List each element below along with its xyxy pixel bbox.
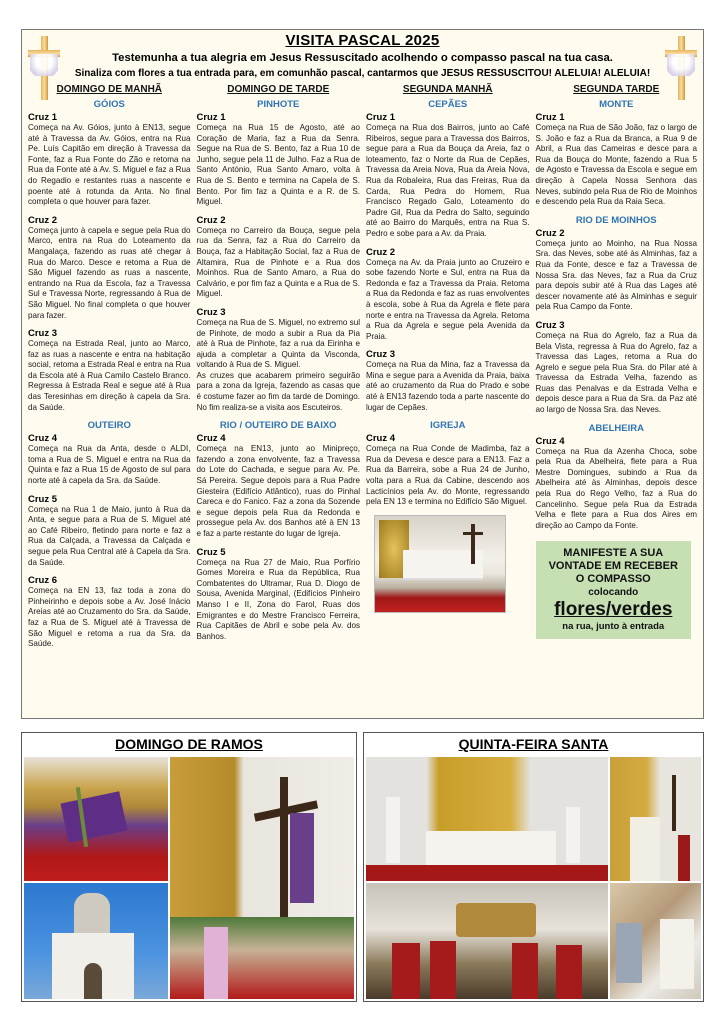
page-title: VISITA PASCAL 2025: [285, 32, 440, 49]
callout-line: na rua, junto à entrada: [562, 621, 665, 633]
cross-label: Cruz 2: [366, 246, 396, 258]
location-heading: OUTEIRO: [87, 420, 131, 432]
callout-highlight: flores/verdes: [554, 599, 673, 621]
cross-label: Cruz 1: [28, 112, 58, 123]
column-segunda-manha: [363, 84, 533, 657]
crucifix-interior-photo: [170, 757, 354, 999]
location-heading: RIO / OUTEIRO DE BAIXO: [219, 420, 337, 432]
route-text: Começa na Rua da Mina, faz a Travessa da Mina e segue para a Avenida da Praia, baixa até ao cruzamento da Rua do Prado e sobe até à EN13 fazendo toda a parte nascente do lugar de Cepães.: [366, 360, 530, 412]
priest-crucifix-photo: [610, 757, 701, 881]
route-text: Começa na Rua da Anta, desde o ALDI, toma a Rua de S. Miguel e entra na Rua da Quinta e faz a Rua 15 de Agosto de sul para norte até à capela da Sra. da Saúde.: [28, 444, 191, 486]
cross-label: Cruz 4: [366, 433, 396, 445]
callout-box: [536, 541, 692, 639]
subtitle: Testemunha a tua alegria em Jesus Ressuscitado acolhendo o compasso pascal na tua casa.: [112, 52, 613, 64]
altar-palms-photo: [24, 757, 168, 881]
cross-label: Cruz 2: [196, 214, 226, 226]
route-text: Começa na Av. Góios, junto à EN13, segue até à Travessa da Av. Góios, entra na Rua Pe. Luís Capitão em direção à Travessa da Fonte, faz a Rua Fonte do Zão e retoma na Rua da Fonte até à Av. S. Miguel e faz a Rua do Regadio e restantes ruas a nascente e poente até à rotunda da Anta. No final completa o que houver para fazer.: [28, 123, 191, 207]
cross-label: Cruz 4: [196, 433, 226, 445]
cross-label: Cruz 2: [535, 227, 565, 239]
route-text: Começa na Rua 1 de Maio, junto à Rua da Anta, e segue para a Rua de S. Miguel até ao Café Ribeiro, fletindo para norte e faz a Rua da Calçada, a Travessa da Calçada e segue pela Rua Central até à Capela da Sra. da Saúde.: [28, 504, 191, 567]
location-heading: MONTE: [599, 99, 634, 110]
cross-label: Cruz 3: [535, 319, 565, 331]
callout-line: colocando: [588, 587, 639, 599]
location-heading: IGREJA: [430, 420, 466, 432]
route-text: Começa na Estrada Real, junto ao Marco, faz as ruas a nascente e entra na habitação social, retoma a Estrada Real e entra na Rua da Escola até à Rua Camilo Castelo Branco. Regressa à Estrada Real e segue até à Rua das Teresinhas em direção à capela da Sra. da Saúde.: [28, 339, 191, 412]
route-text: Começa na Rua 15 de Agosto, até ao Coração de Maria, faz a Rua da Senra. Segue na Rua de S. Bento, faz a Rua 10 de Junho, segue pela 11 de Julho. Faz a Rua de Santo António, Rua Santo Amaro, volta à Rua de S. Bento e termina na Capela de S. Bento. Por fim faz a Quinta e a R. de S. Miguel.: [196, 123, 360, 207]
panel-title: QUINTA-FEIRA SANTA: [458, 736, 609, 752]
column-heading: SEGUNDA TARDE: [573, 84, 660, 95]
route-text: Começa na Rua de São João, faz o largo de S. João e faz a Rua da Branca, a Rua 9 de Abril, a Rua das Cameiras e desce para a Rua da Bouça do Monte, fazendo a Rua 5 de Agosto e Travessa da Escola e segue em direção à Capela Nossa Senhora das Neves, subindo pela Rua de Rio de Moinhos e descendo pela Rua da Raia Seca.: [535, 123, 697, 207]
route-text: Começa junto à capela e segue pela Rua do Marco, entra na Rua do Loteamento da Mangalaça, fazendo as ruas até chegar à Rua do Marco. Desce e retoma a Rua de São Miguel fazendo as ruas a nascente, entrando na Rua da Escola, faz a Travessa Sul e Travessa Norte, regressando à Rua de São Miguel. No final completa o que houver para fazer.: [28, 225, 191, 320]
mass-altar-photo: [366, 757, 608, 881]
route-text: Começa na EN13, junto ao Minipreço, fazendo a zona envolvente, faz a Travessa do Lote do Cachada, e segue para Av. Pe. Sá Pereira. Segue depois para a Rua Padre Giesteira (Edifício Atlântico), ruas do Pinhal Careca e do Fanico. Faz a zona da Sozende e segue depois pela Rua da Redonda e prossegue pela Av. dos Banhos até à EN 13 e faz a parte restante do lugar de Igreja.: [196, 444, 360, 538]
route-text: Começa na Av. da Praia junto ao Cruzeiro e sobe fazendo Norte e Sul, entra na Rua da Redonda e faz a Travessa da Praia. Retoma a Rua da Redonda e faz as ruas envolventes à escola, sobe à Rua da Agrela e flete para norte e entra na Travessa da Agrela. Retoma a Rua da Agrela e segue pela Avenida da Praia.: [366, 257, 530, 341]
cross-label: Cruz 2: [28, 214, 58, 226]
cross-label: Cruz 1: [196, 112, 226, 123]
location-heading: GÓIOS: [93, 99, 125, 110]
church-exterior-photo: [24, 883, 168, 999]
photo-panel-domingo-ramos: [21, 732, 357, 1002]
photo-panel-quinta-feira-santa: [363, 732, 704, 1002]
callout-line: O COMPASSO: [575, 573, 651, 586]
route-text: Começa junto ao Moinho, na Rua Nossa Sra. das Neves, sobe até às Alminhas, faz a Rua da Fonte, desce e faz a Travessa de Nossa Sra. das Neves, faz a Rua da Cruz para depois subir até à Rua das Lages até descer novamente até às Alminhas e seguir pela Rua Campo da Fonte.: [535, 238, 697, 312]
location-heading: RIO DE MOINHOS: [575, 214, 657, 226]
column-domingo-manha: [25, 84, 194, 657]
route-text: Começa na EN 13, faz toda a zona do Pinheirinho e depois sobe a Av. José Inácio Areias até ao Cruzamento do Sra. da Saúde, faz a Rua de S. Miguel até à Travessa de São Miguel e retoma a rua da Sra. da Saúde.: [28, 586, 191, 649]
cross-label: Cruz 1: [535, 112, 565, 123]
route-text: Começa na Rua Conde de Madimba, faz a Rua da Devesa e desce para a EN13. Faz a Rua da Barreira, sobe a Rua 24 de Junho, volta para a Rua da Cabine, descendo aos Lacticínios pela Av. do Monte, regressando pela EN 13 e termina no Edifício São Miguel.: [366, 444, 530, 507]
cross-label: Cruz 1: [366, 112, 396, 123]
location-heading: CEPÃES: [428, 99, 468, 110]
route-text: Começa na Rua da Azenha Choca, sobe pela Rua da Abelheira, flete para a Rua Mestre Domingues, subindo a Rua da Abelheira até às Alminhas, depois desce pela Rua do Rego Velho, faz a Rua do Cancelinho. Segue pela Rua da Estrada Velha e flete para a Rua dos Aires em direção ao Campo da Fonte.: [535, 446, 697, 530]
column-domingo-tarde: [194, 84, 364, 657]
cross-label: Cruz 4: [535, 435, 565, 447]
cross-label: Cruz 3: [196, 306, 226, 318]
cross-label: Cruz 6: [28, 575, 58, 587]
cross-label: Cruz 3: [28, 328, 58, 340]
cross-label: Cruz 4: [28, 433, 58, 445]
callout-line: VONTADE EM RECEBER: [548, 560, 678, 573]
location-heading: PINHOTE: [257, 99, 300, 110]
church-altar-photo: [374, 515, 506, 613]
route-text: Começa na Rua dos Bairros, junto ao Café Ribeiros, segue para a Travessa dos Bairros, segue para a Rua da Bouça da Areia, faz o loteamento, faz o Norte da Rua de Cepães, Travessa da Areia Nova, Rua da Areia Nova, Rua da Robaleira, Rua das Freiras, Rua da Carda, Rua Pedra do Homem, Rua Francisco Regado Galo, Loteamento do Padre Gil, Rua da Pedra do Salto, seguindo até ao Bairro do Marquês, entra na Rua S. Pedro e sobe para a Av. da Praia.: [366, 123, 530, 238]
route-text: Começa na Rua de S. Miguel, no extremo sul de Pinhote, de modo a subir a Rua da Pia até à Rua de Pinhote, faz a rua da Eirinha e ajuda a completar a Quinta da Visconda, voltando à Rua de S. Miguel.: [196, 317, 360, 370]
cross-label: Cruz 5: [196, 546, 226, 558]
cross-label: Cruz 3: [366, 349, 396, 361]
location-heading: ABELHEIRA: [588, 422, 644, 434]
cross-label: Cruz 5: [28, 493, 58, 505]
schedule-sheet: [21, 29, 704, 719]
column-segunda-tarde: [533, 84, 701, 657]
subtitle-secondary: Sinaliza com flores a tua entrada para, em comunhão pascal, cantarmos que JESUS RESSUSCITOU! ALELUIA! ALELUIA!: [74, 68, 651, 79]
route-text: Começa na Rua 27 de Maio, Rua Porfírio Gomes Moreira e Rua da República, Rua Combatentes do Ultramar, Rua D. Diogo de Sousa, Avenida Marginal, (Edifícios Pinheiro Manso I e II, Zona do Farol, Ruas dos Emigrantes e do Mestre Francisco Ferreira, Rua Capitães de Abril e sobe pela Av. dos Banhos.: [196, 557, 360, 641]
callout-line: MANIFESTE A SUA: [563, 547, 664, 560]
foot-washing-photo: [610, 883, 701, 999]
column-heading: DOMINGO DE MANHÃ: [56, 84, 163, 95]
procession-photo: [366, 883, 608, 999]
panel-title: DOMINGO DE RAMOS: [115, 736, 263, 752]
route-text: Começa na Rua do Agrelo, faz a Rua da Bela Vista, regressa à Rua do Agrelo, faz a Travessa das Lages, retoma a Rua do Agrelo e segue pela Rua Sra. do Pilar até à Travessa da Estrada Velha, fazendo as Ruas das Penalvas e da Estrada Velha e depois desce para a Rua da Sra. da Paz até ao largo de Nossa Sra. das Neves.: [535, 330, 697, 415]
route-text: Começa no Carreiro da Bouça, segue pela rua da Senra, faz a Rua do Carreiro da Bouça, faz a Habitação Social, faz a Rua de Altamira, Rua de Pinhote e a Rua dos Moinhos. Rua de Santo Amaro, a Rua do Calvário, e por fim faz a Quinta e a Rua de S. Miguel.: [196, 225, 360, 299]
column-heading: SEGUNDA MANHÃ: [402, 84, 493, 95]
column-heading: DOMINGO DE TARDE: [227, 84, 330, 95]
route-note: As cruzes que acabarem primeiro seguirão para a zona da Igreja, fazendo as casas que é costume fazer ao fim da tarde de Domingo. No fim realiza-se a visita aos Escuteiros.: [196, 370, 360, 412]
